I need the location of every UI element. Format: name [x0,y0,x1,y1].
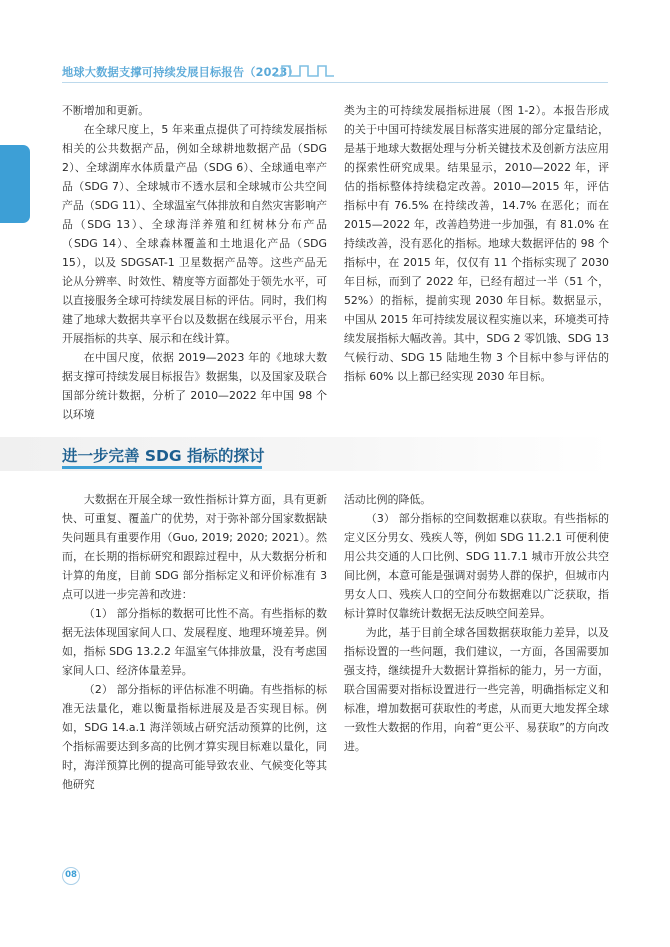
paragraph: 在全球尺度上，5 年来重点提供了可持续发展指标相关的公共数据产品，例如全球耕地数据产品（SDG 2）、全球湖库水体质量产品（SDG 6）、全球通电率产品（SDG 7）、全球城市不透水层和全球城市公共空间产品（SDG 11）、全球温室气体排放和自然灾害影响产品（SDG 13）、全球海洋养殖和红树林分布产品（SDG 14）、全球森林覆盖和土地退化产品（SDG 15），以及 SDGSAT-1 卫星数据产品等。这些产品无论从分辨率、时效性、精度等方面都处于领先水平，可以直接服务全球可持续发展目标的评估。同时，我们构建了地球大数据共享平台以及数据在线展示平台，用来开展指标的共享、展示和在线计算。 [62,123,327,345]
paragraph: 大数据在开展全球一致性指标计算方面，具有更新快、可重复、覆盖广的优势，对于弥补部分国家数据缺失问题具有重要作用（Guo, 2019; 2020; 2021）。然而，在长期的指标研究和跟踪过程中，从大数据分析和计算的角度，目前 SDG 部分指标定义和评价标准有 3 点可以进一步完善和改进： [62,493,327,601]
paragraph: 在中国尺度，依据 2019—2023 年的《地球大数据支撑可持续发展目标报告》数据集，以及国家及联合国部分统计数据，分析了 2010—2022 年中国 98 个以环境 [62,351,327,421]
paragraph: （1） 部分指标的数据可比性不高。有些指标的数据无法体现国家间人口、发展程度、地理环境差异。例如，指标 SDG 13.2.2 年温室气体排放量，没有考虑国家间人口、经济体量差异。 [62,607,327,677]
top-right-column [344,101,609,386]
bottom-right-column [344,490,609,756]
paragraph: （2） 部分指标的评估标准不明确。有些指标的标准无法量化，难以衡量指标进展及是否实现目标。例如，SDG 14.a.1 海洋领域占研究活动预算的比例，这个指标需要达到多高的比例才算实现目标难以量化，同时，海洋预算比例的提高可能导致农业、气候变化等其他研究 [62,683,327,791]
header-decoration-icon [274,62,334,78]
paragraph: 类为主的可持续发展指标进展（图 1-2）。本报告形成的关于中国可持续发展目标落实进展的部分定量结论，是基于地球大数据处理与分析关键技术及创新方法应用的探索性研究成果。结果显示，2010—2022 年，评估的指标整体持续稳定改善。2010—2015 年，评估指标中有 76.5% 在持续改善，14.7% 在恶化；而在 2015—2022 年，改善趋势进一步加强，有 81.0% 在持续改善，没有恶化的指标。地球大数据评估的 98 个指标中，在 2015 年，仅仅有 11 个指标实现了 2030 年目标，而到了 2022 年，已经有超过一半（51 个，52%）的指标，提前实现 2030 年目标。数据显示，中国从 2015 年可持续发展议程实施以来，环境类可持续发展指标大幅改善。其中，SDG 2 零饥饿、SDG 13 气候行动、SDG 15 陆地生物 3 个目标中参与评估的指标 60% 以上都已经实现 2030 年目标。 [344,104,609,383]
running-header-title: 地球大数据支撑可持续发展目标报告（2023） [62,66,299,79]
paragraph: （3） 部分指标的空间数据难以获取。有些指标的定义区分男女、残疾人等，例如 SDG 11.2.1 可便利使用公共交通的人口比例、SDG 11.7.1 城市开放公共空间比例，本意可能是强调对弱势人群的保护，但城市内男女人口、残疾人口的空间分布数据难以广泛获取，指标计算时仅靠统计数据无法反映空间差异。 [344,512,609,620]
bottom-left-column [62,490,327,794]
section-title-underline [62,466,262,469]
paragraph: 为此，基于目前全球各国数据获取能力差异，以及指标设置的一些问题，我们建议，一方面，各国需要加强支持，继续提升大数据计算指标的能力，另一方面，联合国需要对指标设置进行一些完善，明确指标定义和标准，增加数据可获取性的考虑，从而更大地发挥全球一致性大数据的作用，向着“更公平、易获取”的方向改进。 [344,626,609,753]
paragraph: 不断增加和更新。 [62,104,150,117]
header-rule [62,82,608,83]
paragraph: 活动比例的降低。 [344,493,432,506]
page-number: 08 [62,867,80,885]
chapter-side-tab [0,145,30,223]
top-left-column [62,101,327,424]
section-title: 进一步完善 SDG 指标的探讨 [62,447,265,465]
